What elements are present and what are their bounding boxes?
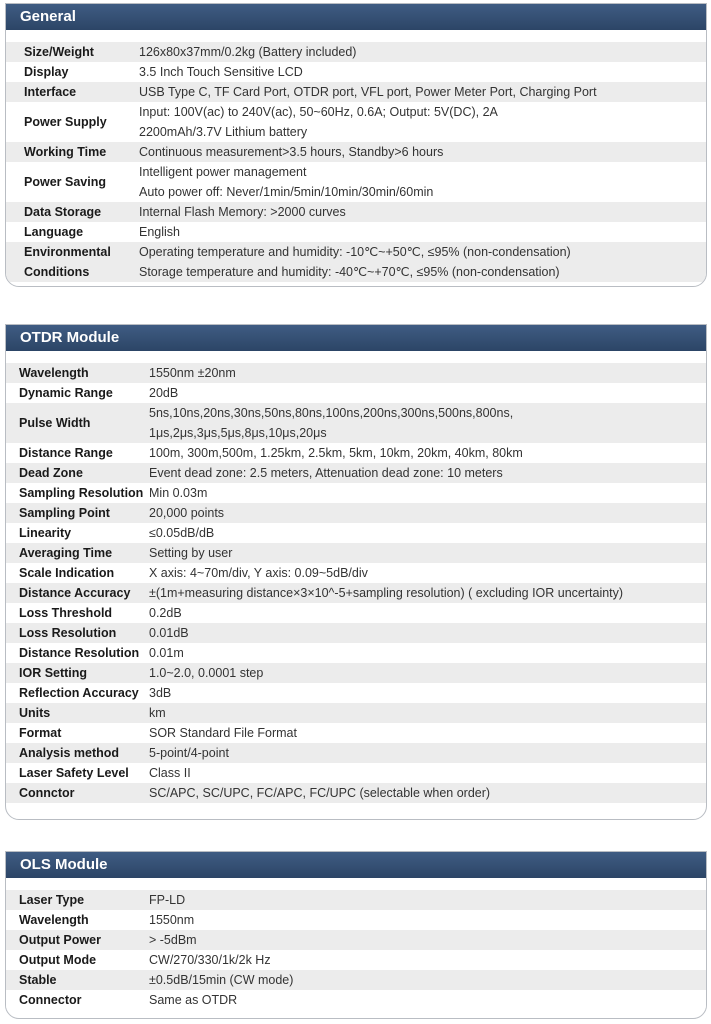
spec-value: 1.0~2.0, 0.0001 step — [149, 666, 264, 680]
spec-label: IOR Setting — [19, 666, 88, 680]
spec-row — [6, 463, 706, 483]
spec-row — [6, 443, 706, 463]
spec-value: ≤0.05dB/dB — [149, 526, 215, 540]
spec-value: 3.5 Inch Touch Sensitive LCD — [139, 65, 303, 79]
spec-label: Pulse Width — [19, 416, 91, 430]
spec-value: FP-LD — [149, 893, 186, 907]
spec-value: 0.2dB — [149, 606, 182, 620]
spec-row — [6, 383, 706, 403]
spec-label: Scale Indication — [19, 566, 115, 580]
spec-value: SOR Standard File Format — [149, 726, 297, 740]
spec-label: Environmental Conditions — [24, 245, 111, 279]
spec-row — [6, 142, 706, 162]
spec-label: Size/Weight — [24, 45, 94, 59]
spec-value: Same as OTDR — [149, 993, 238, 1007]
spec-label: Units — [19, 706, 51, 720]
spec-value: X axis: 4~70m/div, Y axis: 0.09~5dB/div — [149, 566, 368, 580]
ols-section — [5, 851, 707, 1019]
spec-label: Display — [24, 65, 69, 79]
spec-row — [6, 583, 706, 603]
spec-value: 0.01m — [149, 646, 184, 660]
spec-value: 20,000 points — [149, 506, 225, 520]
spec-value: > -5dBm — [149, 933, 197, 947]
spec-label: Dynamic Range — [19, 386, 113, 400]
spec-row — [6, 483, 706, 503]
spec-value: ±0.5dB/15min (CW mode) — [149, 973, 294, 987]
spec-label: Linearity — [19, 526, 72, 540]
ols-header: OLS Module — [6, 852, 706, 878]
spec-row — [6, 222, 706, 242]
spec-row — [6, 403, 706, 443]
spec-value: CW/270/330/1k/2k Hz — [149, 953, 271, 967]
otdr-section — [5, 324, 707, 820]
spec-row — [6, 623, 706, 643]
spec-label: Sampling Point — [19, 506, 110, 520]
spec-label: Laser Type — [19, 893, 85, 907]
general-rows — [6, 30, 706, 282]
spec-row — [6, 62, 706, 82]
spec-row — [6, 543, 706, 563]
spec-label: Interface — [24, 85, 77, 99]
spec-value: Class II — [149, 766, 191, 780]
spec-row — [6, 663, 706, 683]
spec-label: Reflection Accuracy — [19, 686, 139, 700]
spec-row — [6, 603, 706, 623]
spec-label: Distance Accuracy — [19, 586, 131, 600]
spec-row — [6, 102, 706, 142]
spec-value: Operating temperature and humidity: -10℃~+50℃, ≤95% (non-condensation) Storage temperature and humidity: -40℃~+70℃, ≤95% (non-condensation) — [139, 245, 571, 279]
spec-value: km — [149, 706, 166, 720]
spec-value: Continuous measurement>3.5 hours, Standby>6 hours — [139, 145, 444, 159]
spec-label: Format — [19, 726, 62, 740]
spec-label: Connector — [19, 993, 82, 1007]
spec-value: 126x80x37mm/0.2kg (Battery included) — [139, 45, 357, 59]
general-header: General — [6, 4, 706, 30]
spec-label: Loss Threshold — [19, 606, 113, 620]
spec-label: Data Storage — [24, 205, 102, 219]
spec-value: Internal Flash Memory: >2000 curves — [139, 205, 346, 219]
spec-row — [6, 703, 706, 723]
spec-row — [6, 162, 706, 202]
spec-label: Distance Resolution — [19, 646, 140, 660]
spec-label: Power Saving — [24, 175, 106, 189]
spec-row — [6, 990, 706, 1010]
spec-value: 1550nm — [149, 913, 195, 927]
spec-label: Stable — [19, 973, 57, 987]
spec-value: Event dead zone: 2.5 meters, Attenuation dead zone: 10 meters — [149, 466, 503, 480]
spec-row — [6, 202, 706, 222]
spec-value: 3dB — [149, 686, 172, 700]
spec-label: Language — [24, 225, 84, 239]
spec-label: Connctor — [19, 786, 75, 800]
spec-value: Input: 100V(ac) to 240V(ac), 50~60Hz, 0.6A; Output: 5V(DC), 2A 2200mAh/3.7V Lithium battery — [139, 105, 498, 139]
spec-row — [6, 683, 706, 703]
spec-label: Analysis method — [19, 746, 120, 760]
spec-row — [6, 503, 706, 523]
spec-value: Intelligent power management Auto power off: Never/1min/5min/10min/30min/60min — [139, 165, 434, 199]
spec-label: Laser Safety Level — [19, 766, 129, 780]
otdr-header: OTDR Module — [6, 325, 706, 351]
spec-label: Averaging Time — [19, 546, 113, 560]
spec-label: Working Time — [24, 145, 107, 159]
general-section — [5, 3, 707, 287]
spec-value: 100m, 300m,500m, 1.25km, 2.5km, 5km, 10km, 20km, 40km, 80km — [149, 446, 523, 460]
spec-label: Sampling Resolution — [19, 486, 144, 500]
spec-value: 20dB — [149, 386, 179, 400]
spec-value: USB Type C, TF Card Port, OTDR port, VFL port, Power Meter Port, Charging Port — [139, 85, 597, 99]
spec-row — [6, 763, 706, 783]
spec-value: ±(1m+measuring distance×3×10^-5+sampling resolution) ( excluding IOR uncertainty) — [149, 586, 624, 600]
ols-rows — [6, 878, 706, 1010]
spec-row — [6, 970, 706, 990]
spec-value: 5-point/4-point — [149, 746, 229, 760]
spec-row — [6, 950, 706, 970]
spec-row — [6, 910, 706, 930]
spec-label: Dead Zone — [19, 466, 83, 480]
spec-row — [6, 363, 706, 383]
spec-row — [6, 930, 706, 950]
spec-label: Wavelength — [19, 366, 89, 380]
spec-value: 5ns,10ns,20ns,30ns,50ns,80ns,100ns,200ns,300ns,500ns,800ns, 1μs,2μs,3μs,5μs,8μs,10μs,20μs — [149, 406, 514, 440]
spec-row — [6, 743, 706, 763]
spec-value: Min 0.03m — [149, 486, 208, 500]
spec-row — [6, 643, 706, 663]
spec-row — [6, 242, 706, 282]
spec-row — [6, 723, 706, 743]
spec-value: Setting by user — [149, 546, 233, 560]
spec-value: SC/APC, SC/UPC, FC/APC, FC/UPC (selectable when order) — [149, 786, 491, 800]
spec-row — [6, 42, 706, 62]
spec-row — [6, 890, 706, 910]
spec-label: Distance Range — [19, 446, 113, 460]
spec-row — [6, 563, 706, 583]
spec-value: English — [139, 225, 180, 239]
spec-label: Loss Resolution — [19, 626, 117, 640]
spec-value: 0.01dB — [149, 626, 189, 640]
spec-label: Output Mode — [19, 953, 97, 967]
spec-value: 1550nm ±20nm — [149, 366, 236, 380]
spec-row — [6, 82, 706, 102]
spec-row — [6, 783, 706, 803]
spec-label: Wavelength — [19, 913, 89, 927]
spec-row — [6, 523, 706, 543]
otdr-rows — [6, 351, 706, 803]
spec-label: Power Supply — [24, 115, 107, 129]
spec-label: Output Power — [19, 933, 101, 947]
